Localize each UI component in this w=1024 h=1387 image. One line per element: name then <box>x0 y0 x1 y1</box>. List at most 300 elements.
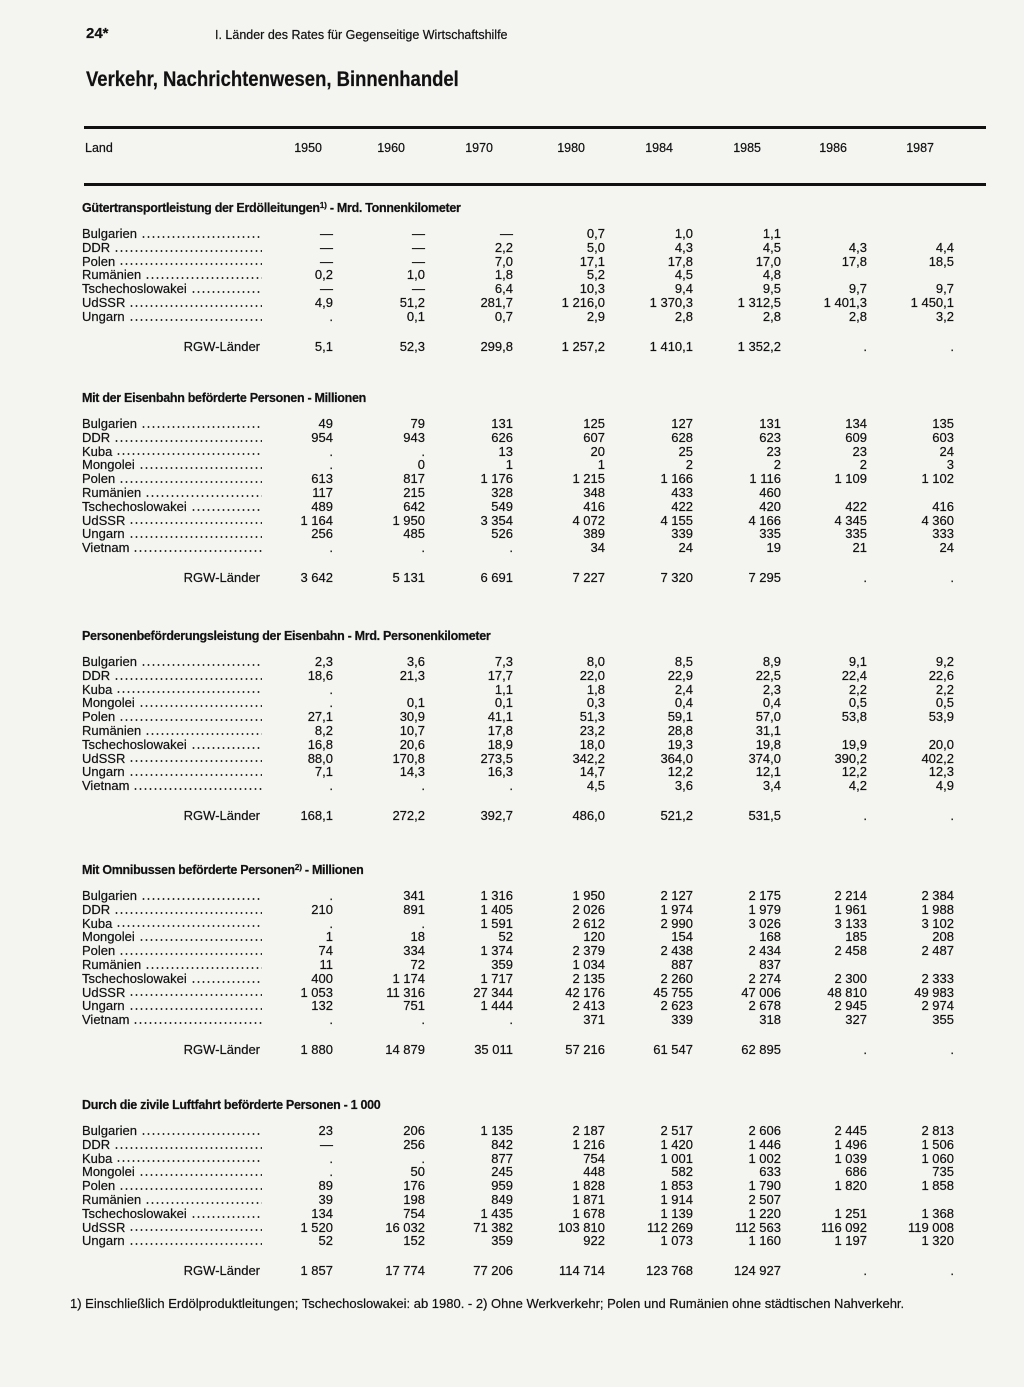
value-cell: 891 <box>403 901 425 917</box>
value-cell: 19,8 <box>755 736 781 752</box>
value-cell: 8,5 <box>674 654 693 669</box>
row-label-cell <box>78 458 268 472</box>
value-cell: 22,0 <box>579 667 605 683</box>
total-value-cell: 1 880 <box>300 1041 333 1057</box>
value-cell: 2,9 <box>586 308 605 324</box>
leader-dots <box>145 1193 262 1207</box>
value-cell: 371 <box>583 1012 605 1028</box>
value-cell: — <box>320 239 333 255</box>
value-cell: 2 507 <box>748 1191 781 1207</box>
value-cell: 1 <box>505 457 513 473</box>
table-row <box>78 889 958 903</box>
value-cell: 116 092 <box>820 1219 867 1235</box>
value-cell: 2 413 <box>572 998 605 1014</box>
value-cell: 642 <box>403 498 425 514</box>
leader-dots <box>141 227 262 241</box>
value-cell: 2 612 <box>572 915 605 931</box>
value-cell: 1 001 <box>660 1150 693 1166</box>
row-label-cell <box>78 268 268 282</box>
country-label: Bulgarien <box>82 889 137 903</box>
table-row <box>78 227 958 241</box>
value-cell: 49 <box>318 416 333 431</box>
value-cell: 245 <box>491 1164 513 1180</box>
row-label-cell <box>78 486 268 500</box>
value-cell: 34 <box>590 540 605 556</box>
section-heading <box>78 391 958 405</box>
value-cell: 2 434 <box>748 943 781 959</box>
leader-dots <box>114 431 262 445</box>
leader-dots <box>191 282 262 296</box>
leader-dots <box>145 268 262 282</box>
value-cell: 24 <box>939 443 954 459</box>
row-label-cell <box>78 683 268 697</box>
value-cell: 333 <box>932 526 954 542</box>
value-cell: 1 950 <box>572 888 605 903</box>
leader-dots <box>114 903 262 917</box>
value-cell: 16 032 <box>385 1219 425 1235</box>
value-cell: 735 <box>932 1164 954 1180</box>
value-cell: 460 <box>759 484 781 500</box>
value-cell: 1,1 <box>762 226 781 241</box>
country-label: Rumänien <box>82 1192 142 1207</box>
value-cell: 2,8 <box>674 308 693 324</box>
value-cell: 215 <box>403 484 425 500</box>
value-cell: 18,9 <box>487 736 513 752</box>
value-cell: 2 <box>859 457 867 473</box>
value-cell: 2,8 <box>848 308 867 324</box>
table-row <box>78 445 958 459</box>
value-cell <box>867 958 954 972</box>
section-heading-unit: - Millionen <box>301 863 364 877</box>
total-value-cell: . <box>863 807 867 823</box>
value-cell: 2 214 <box>834 888 867 903</box>
value-cell: 1 197 <box>834 1233 867 1249</box>
value-cell: 420 <box>759 498 781 514</box>
leader-dots <box>129 1234 262 1248</box>
value-cell: 1 974 <box>660 901 693 917</box>
value-cell: 1 220 <box>748 1205 781 1221</box>
value-cell: 390,2 <box>834 750 867 766</box>
value-cell: 1 312,5 <box>737 294 781 310</box>
row-label-cell <box>78 1179 268 1193</box>
value-cell: 0,7 <box>586 226 605 241</box>
table-top-rule <box>84 126 986 129</box>
total-value-cell: 52,3 <box>399 338 425 354</box>
table-row <box>78 472 958 486</box>
table-row <box>78 669 958 683</box>
value-cell: 359 <box>491 1233 513 1249</box>
value-cell: 1 961 <box>834 901 867 917</box>
leader-dots <box>116 1152 262 1166</box>
value-cell: 1 591 <box>480 915 513 931</box>
value-cell: 1 506 <box>921 1136 954 1152</box>
value-cell: 628 <box>671 429 693 445</box>
value-cell: 16,3 <box>487 764 513 780</box>
row-label-cell <box>78 1124 268 1138</box>
value-cell: 24 <box>939 540 954 556</box>
leader-dots <box>145 486 262 500</box>
row-label-cell <box>78 445 268 459</box>
column-header-year: 1970 <box>465 141 493 155</box>
footnote-marker: 1) <box>319 200 327 210</box>
country-label: Ungarn <box>82 1234 125 1249</box>
value-cell: . <box>421 443 425 459</box>
value-cell: 50 <box>410 1164 425 1180</box>
table-section <box>78 629 958 823</box>
value-cell: . <box>329 1164 333 1180</box>
value-cell: . <box>509 1012 513 1028</box>
value-cell: 4,4 <box>935 239 954 255</box>
leader-dots <box>145 958 262 972</box>
value-cell: 1 116 <box>749 471 781 487</box>
table-row <box>78 310 958 324</box>
leader-dots <box>145 724 262 738</box>
value-cell: 2 274 <box>748 970 781 986</box>
leader-dots <box>141 655 262 669</box>
section-heading <box>78 863 958 877</box>
country-label: DDR <box>82 902 111 917</box>
value-cell: 448 <box>583 1164 605 1180</box>
table-row <box>78 779 958 793</box>
value-cell: 0,4 <box>762 695 781 711</box>
row-label-cell <box>78 889 268 903</box>
total-row <box>78 340 958 354</box>
row-label-cell <box>78 255 268 269</box>
value-cell: 954 <box>311 429 333 445</box>
value-cell: 1 034 <box>572 956 605 972</box>
section-heading-text: Mit Omnibussen beförderte Personen <box>82 863 295 877</box>
table-row <box>78 527 958 541</box>
value-cell: 1 435 <box>480 1205 513 1221</box>
row-label-cell <box>78 917 268 931</box>
value-cell: 210 <box>311 901 333 917</box>
value-cell: . <box>329 308 333 324</box>
value-cell: 11 316 <box>386 984 425 1000</box>
row-label-cell <box>78 227 268 241</box>
value-cell: 328 <box>491 484 513 500</box>
value-cell: 9,2 <box>935 654 954 669</box>
value-cell: 4 360 <box>921 512 954 528</box>
value-cell: 485 <box>403 526 425 542</box>
country-label: DDR <box>82 1137 111 1152</box>
value-cell: — <box>412 239 425 255</box>
value-cell: 2 300 <box>834 970 867 986</box>
value-cell: 51,3 <box>579 709 605 725</box>
value-cell: 2 127 <box>660 888 693 903</box>
value-cell: 7,0 <box>494 253 513 269</box>
value-cell: 13 <box>498 443 513 459</box>
value-cell: 132 <box>311 998 333 1014</box>
leader-dots <box>116 683 262 697</box>
value-cell: 4,3 <box>848 239 867 255</box>
total-value-cell: 124 927 <box>734 1263 781 1279</box>
leader-dots <box>129 310 262 324</box>
value-cell: 4 345 <box>834 512 867 528</box>
row-label-cell <box>78 944 268 958</box>
value-cell <box>781 486 867 500</box>
value-cell: 51,2 <box>399 294 425 310</box>
value-cell: 31,1 <box>755 722 781 738</box>
value-cell: 22,5 <box>755 667 781 683</box>
leader-dots <box>133 1013 262 1027</box>
value-cell: 887 <box>671 956 693 972</box>
total-value-cell: 123 768 <box>646 1263 693 1279</box>
value-cell: 198 <box>403 1191 425 1207</box>
section-heading <box>78 1098 958 1112</box>
value-cell: 112 563 <box>734 1219 781 1235</box>
value-cell: 335 <box>759 526 781 542</box>
value-cell: 12,3 <box>928 764 954 780</box>
country-label: Ungarn <box>82 999 125 1014</box>
value-cell: 613 <box>311 471 333 487</box>
value-cell: 27 344 <box>473 984 513 1000</box>
table-row <box>78 944 958 958</box>
value-cell: 1 053 <box>300 984 333 1000</box>
value-cell: 334 <box>403 943 425 959</box>
value-cell: 2,3 <box>762 681 781 697</box>
section-heading-text: Durch die zivile Luftfahrt beförderte Personen <box>82 1098 341 1112</box>
value-cell: 8,2 <box>314 722 333 738</box>
country-label: DDR <box>82 430 111 445</box>
value-cell: . <box>421 915 425 931</box>
value-cell: 2 623 <box>660 998 693 1014</box>
value-cell: 2 026 <box>572 901 605 917</box>
value-cell: 341 <box>403 888 425 903</box>
value-cell: 2 487 <box>921 943 954 959</box>
value-cell: 754 <box>403 1205 425 1221</box>
value-cell <box>781 1193 867 1207</box>
leader-dots <box>191 738 262 752</box>
country-label: Bulgarien <box>82 227 137 241</box>
value-cell: 1 820 <box>834 1178 867 1194</box>
leader-dots <box>129 527 262 541</box>
value-cell: 1 060 <box>921 1150 954 1166</box>
value-cell: 1 405 <box>480 901 513 917</box>
leader-dots <box>133 779 262 793</box>
leader-dots <box>129 999 262 1013</box>
value-cell: 0,7 <box>494 308 513 324</box>
value-cell: 2 260 <box>660 970 693 986</box>
value-cell: 633 <box>759 1164 781 1180</box>
value-cell: 549 <box>491 498 513 514</box>
leader-dots <box>129 752 262 766</box>
value-cell: 9,7 <box>935 281 954 297</box>
table-row <box>78 710 958 724</box>
table-row <box>78 1193 958 1207</box>
value-cell: . <box>421 778 425 794</box>
table-section <box>78 391 958 585</box>
row-label-cell <box>78 1165 268 1179</box>
leader-dots <box>114 1138 262 1152</box>
country-label: Kuba <box>82 444 113 459</box>
total-value-cell: 168,1 <box>300 807 333 823</box>
value-cell <box>867 724 954 738</box>
value-cell: 57,0 <box>755 709 781 725</box>
value-cell: 342,2 <box>572 750 605 766</box>
section-heading-unit: - 1 000 <box>340 1098 381 1112</box>
table-row <box>78 282 958 296</box>
value-cell: 6,4 <box>494 281 513 297</box>
table-row <box>78 458 958 472</box>
value-cell: 959 <box>491 1178 513 1194</box>
value-cell: 24 <box>678 540 693 556</box>
total-value-cell: 35 011 <box>474 1041 513 1057</box>
value-cell: 256 <box>311 526 333 542</box>
value-cell: 2,4 <box>674 681 693 697</box>
value-cell: 2 606 <box>748 1123 781 1138</box>
leader-dots <box>116 917 262 931</box>
leader-dots <box>114 669 262 683</box>
value-cell: 1 988 <box>921 901 954 917</box>
value-cell: 2 135 <box>572 970 605 986</box>
table-row <box>78 655 958 669</box>
table-row <box>78 1179 958 1193</box>
country-label: Tschechoslowakei <box>82 499 187 514</box>
value-cell: — <box>320 281 333 297</box>
table-row <box>78 696 958 710</box>
leader-dots <box>191 500 262 514</box>
country-label: Polen <box>82 472 116 486</box>
total-value-cell: . <box>863 338 867 354</box>
country-label: Rumänien <box>82 957 142 972</box>
value-cell: 1 073 <box>660 1233 693 1249</box>
value-cell: 17,8 <box>487 722 513 738</box>
value-cell: 28,8 <box>667 722 693 738</box>
value-cell: 1,0 <box>406 267 425 283</box>
value-cell: 4 166 <box>748 512 781 528</box>
value-cell: 23 <box>766 443 781 459</box>
total-value-cell: 62 895 <box>741 1041 781 1057</box>
row-label-cell <box>78 710 268 724</box>
value-cell: 89 <box>318 1178 333 1194</box>
value-cell: 256 <box>403 1136 425 1152</box>
value-cell: 22,4 <box>841 667 867 683</box>
value-cell: 1,8 <box>586 681 605 697</box>
value-cell: 1 <box>325 929 333 945</box>
value-cell: 131 <box>491 416 513 431</box>
table-row <box>78 1165 958 1179</box>
leader-dots <box>141 417 262 431</box>
value-cell: 45 755 <box>653 984 693 1000</box>
value-cell: 41,1 <box>487 709 513 725</box>
footnote-marker: 2) <box>294 862 302 872</box>
table-row <box>78 486 958 500</box>
value-cell: 1 520 <box>300 1219 333 1235</box>
column-header-year: 1960 <box>377 141 405 155</box>
value-cell: 2 <box>773 457 781 473</box>
country-label: Tschechoslowakei <box>82 282 187 296</box>
section-heading-unit: - Mrd. Personenkilometer <box>344 629 491 643</box>
country-label: Mongolei <box>82 696 135 711</box>
value-cell: 686 <box>845 1164 867 1180</box>
leader-dots <box>141 889 262 903</box>
value-cell: 185 <box>845 929 867 945</box>
row-label-cell <box>78 1013 268 1027</box>
row-label-cell <box>78 431 268 445</box>
country-label: Bulgarien <box>82 655 137 669</box>
value-cell: 19 <box>766 540 781 556</box>
value-cell: . <box>329 778 333 794</box>
total-value-cell: 61 547 <box>653 1041 693 1057</box>
total-value-cell: 521,2 <box>660 807 693 823</box>
country-label: Tschechoslowakei <box>82 737 187 752</box>
total-value-cell: 7 227 <box>572 569 605 585</box>
value-cell: 1 450,1 <box>910 294 954 310</box>
leader-dots <box>114 241 262 255</box>
value-cell: 1 <box>597 457 605 473</box>
total-value-cell: 17 774 <box>385 1263 425 1279</box>
leader-dots <box>133 541 262 555</box>
table-row <box>78 1234 958 1248</box>
value-cell: 134 <box>845 416 867 431</box>
leader-dots <box>129 765 262 779</box>
value-cell: 2 945 <box>834 998 867 1014</box>
total-row <box>78 809 958 823</box>
table-row <box>78 724 958 738</box>
value-cell: 922 <box>583 1233 605 1249</box>
value-cell: 1 251 <box>834 1205 867 1221</box>
country-label: Rumänien <box>82 485 142 500</box>
value-cell: 607 <box>583 429 605 445</box>
value-cell: 1 039 <box>834 1150 867 1166</box>
value-cell: 21 <box>852 540 867 556</box>
value-cell: 2 445 <box>834 1123 867 1138</box>
value-cell: 112 269 <box>646 1219 693 1235</box>
row-label-cell <box>78 724 268 738</box>
leader-dots <box>139 930 262 944</box>
value-cell: 1 717 <box>480 970 513 986</box>
value-cell: 17,1 <box>579 253 605 269</box>
table-row <box>78 1138 958 1152</box>
value-cell: 170,8 <box>392 750 425 766</box>
value-cell: — <box>412 281 425 297</box>
value-cell: 39 <box>318 1191 333 1207</box>
total-value-cell: . <box>863 1263 867 1279</box>
value-cell: 359 <box>491 956 513 972</box>
value-cell: 9,4 <box>674 281 693 297</box>
value-cell: . <box>421 540 425 556</box>
country-label: Vietnam <box>82 779 130 793</box>
total-label: RGW-Länder <box>183 569 260 585</box>
row-label-cell <box>78 241 268 255</box>
value-cell: 2,8 <box>762 308 781 324</box>
value-cell: 52 <box>318 1233 333 1249</box>
value-cell: 4,3 <box>674 239 693 255</box>
leader-dots <box>119 472 262 486</box>
value-cell: 88,0 <box>307 750 333 766</box>
value-cell: 3 <box>946 457 954 473</box>
value-cell: 4,9 <box>314 294 333 310</box>
row-label-cell <box>78 417 268 431</box>
value-cell: 4,5 <box>586 778 605 794</box>
value-cell: 131 <box>759 416 781 431</box>
value-cell: 1 176 <box>480 471 513 487</box>
value-cell: 152 <box>403 1233 425 1249</box>
row-label-cell <box>78 310 268 324</box>
value-cell: 754 <box>583 1150 605 1166</box>
country-label: Ungarn <box>82 527 125 542</box>
value-cell: 9,5 <box>762 281 781 297</box>
section-heading-text: Mit der Eisenbahn beförderte Personen <box>82 391 305 405</box>
total-value-cell: 114 714 <box>558 1263 605 1279</box>
value-cell: 168 <box>759 929 781 945</box>
table-row <box>78 738 958 752</box>
row-label-cell <box>78 655 268 669</box>
value-cell: 8,0 <box>586 654 605 669</box>
value-cell <box>781 227 867 241</box>
value-cell: 127 <box>671 416 693 431</box>
leader-dots <box>129 986 262 1000</box>
